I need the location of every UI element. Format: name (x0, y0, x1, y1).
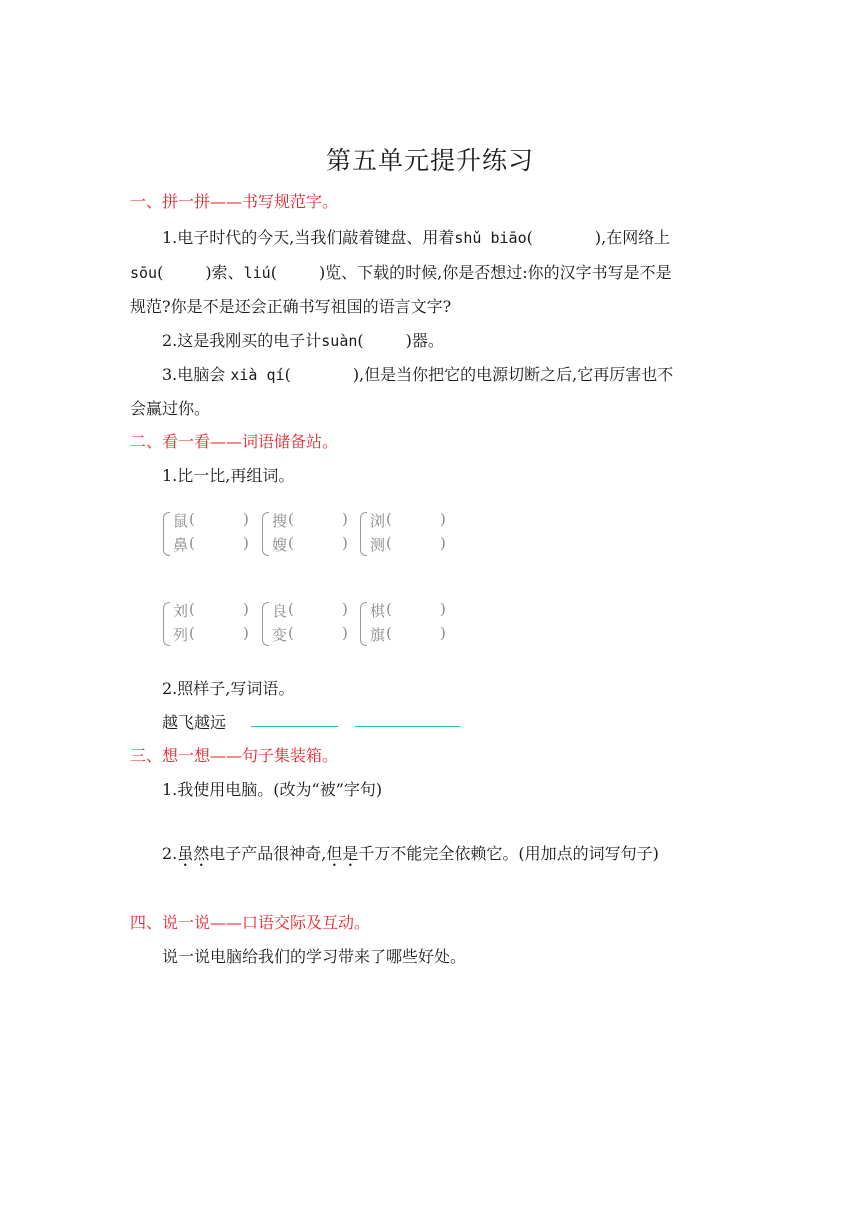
dotted-char: 然 (193, 844, 210, 863)
q1-line-2: sōu( )索、liú( )览、下载的时候,你是否想过:你的汉字书写是不是 (130, 263, 672, 282)
compare-char: 刘 (173, 602, 189, 620)
brace-icon (360, 512, 367, 556)
q1-line-3: 规范?你是不是还会正确书写祖国的语言文字? (130, 297, 452, 316)
q2-text-a: 2.这是我刚买的电子计 (162, 331, 322, 350)
q1-pinyin-1: shǔ biāo (454, 229, 527, 247)
compare-group: 浏 ( ) 测 ( ) (360, 510, 452, 558)
q1-text-d: )览、下载的时候,你是否想过:你的汉字书写是不是 (318, 263, 672, 282)
answer-underline-1[interactable] (251, 726, 338, 727)
compare-char: 旗 (370, 626, 386, 644)
q1-text-b: ),在网络上 (594, 228, 671, 247)
page-title: 第五单元提升练习 (325, 146, 534, 175)
write-words-instruction: 2.照样子,写词语。 (162, 679, 295, 698)
dotted-char: 但 (326, 844, 343, 863)
q2-pinyin: suàn (321, 332, 358, 350)
compare-group: 棋 ( ) 旗 ( ) (360, 600, 452, 648)
q2-line: 2.这是我刚买的电子计suàn( )器。 (162, 331, 444, 350)
dotted-char: 是 (342, 844, 359, 863)
compare-char: 良 (272, 602, 288, 620)
section-3-heading: 三、想一想——句子集装箱。 (130, 746, 339, 765)
sentence-q1: 1.我使用电脑。(改为“被”字句) (162, 780, 383, 799)
q1-text-a: 1.电子时代的今天,当我们敲着键盘、用着 (162, 228, 455, 247)
brace-icon (262, 512, 269, 556)
compare-char: 测 (370, 536, 386, 554)
compare-group: 良 ( ) 变 ( ) (262, 600, 354, 648)
section-1-heading: 一、拼一拼——书写规范字。 (130, 192, 339, 211)
compare-char: 浏 (370, 512, 386, 530)
example-word: 越飞越远 (162, 713, 227, 732)
q2-text-b: )器。 (405, 331, 444, 350)
q1-text-c: )索、 (205, 263, 244, 282)
brace-icon (163, 512, 170, 556)
q3-text-b: ),但是当你把它的电源切断之后,它再厉害也不 (352, 365, 674, 384)
compare-group: 搜 ( ) 嫂 ( ) (262, 510, 354, 558)
compare-group: 刘 ( ) 列 ( ) (163, 600, 255, 648)
oral-q1: 说一说电脑给我们的学习带来了哪些好处。 (162, 947, 467, 966)
compare-group: 鼠 ( ) 鼻 ( ) (163, 510, 255, 558)
dotted-char: 虽 (177, 844, 194, 863)
q3-line-2: 会赢过你。 (130, 399, 211, 418)
section-2-heading: 二、看一看——词语储备站。 (130, 432, 339, 451)
compare-char: 鼻 (173, 536, 189, 554)
compare-char: 棋 (370, 602, 386, 620)
compare-char: 嫂 (272, 536, 288, 554)
section-4-heading: 四、说一说——口语交际及互动。 (130, 913, 371, 932)
answer-underline-2[interactable] (355, 726, 460, 727)
q1-pinyin-3: liú (243, 264, 271, 282)
compare-char: 列 (173, 626, 189, 644)
brace-icon (262, 602, 269, 646)
q3-line-1: 3.电脑会 xià qí( ),但是当你把它的电源切断之后,它再厉害也不 (162, 365, 674, 384)
compare-char: 变 (272, 626, 288, 644)
compare-char: 搜 (272, 512, 288, 530)
compare-char: 鼠 (173, 512, 189, 530)
q1-line-1: 1.电子时代的今天,当我们敲着键盘、用着shǔ biāo( ),在网络上 (162, 228, 671, 247)
sentence-q2: 2.虽然电子产品很神奇,但是千万不能完全依赖它。(用加点的词写句子) (162, 844, 659, 863)
q3-pinyin: xià qí (230, 366, 285, 384)
compare-instruction: 1.比一比,再组词。 (162, 466, 295, 485)
q1-pinyin-2: sōu (130, 264, 158, 282)
brace-icon (360, 602, 367, 646)
q3-text-a: 3.电脑会 (162, 365, 226, 384)
brace-icon (163, 602, 170, 646)
